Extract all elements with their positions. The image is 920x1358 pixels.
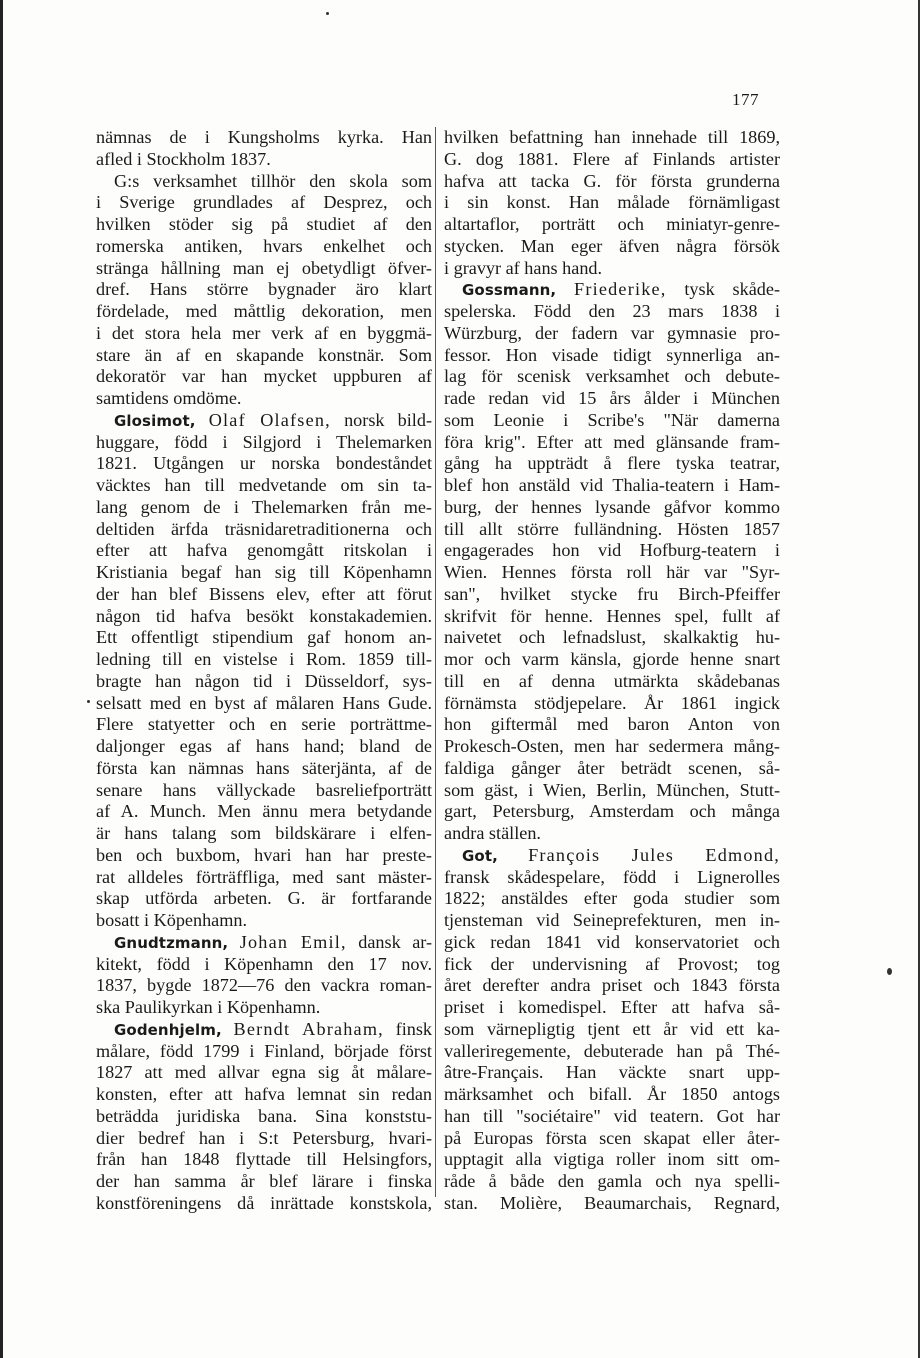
text-line	[444, 736, 780, 758]
entry-headword-line	[444, 279, 780, 301]
line-text: som Leonie i Scribe's "När damerna	[444, 409, 780, 430]
line-text: hvilken befattning han innehade till 1869,	[444, 127, 780, 147]
text-line	[96, 1106, 432, 1128]
text-line	[96, 323, 432, 345]
line-text: G:s verksamhet tillhör den skola som	[114, 170, 432, 191]
text-line	[96, 366, 432, 388]
text-line	[96, 192, 432, 214]
text-line	[96, 671, 432, 693]
text-line	[96, 910, 432, 932]
line-text: gick redan 1841 vid konservatoriet och	[444, 931, 780, 952]
text-line	[444, 453, 780, 475]
entry-given-names: Friederike,	[574, 279, 667, 300]
line-text: första kan nämnas hans säterjänta, af de	[96, 757, 432, 778]
line-text: Würzburg, der fadern var gymnasie pro-	[444, 322, 780, 343]
line-text: någon tid hafva besökt konstakademien.	[96, 605, 432, 626]
line-text: ben och buxbom, hvari han har preste-	[96, 844, 432, 865]
line-text: bragte han någon tid i Düsseldorf, sys-	[96, 670, 432, 691]
text-line	[444, 867, 780, 889]
text-line	[96, 584, 432, 606]
text-line	[444, 1062, 780, 1084]
text-line	[96, 714, 432, 736]
page-number: 177	[732, 90, 759, 109]
text-line	[444, 910, 780, 932]
text-line	[444, 301, 780, 323]
line-text: till en af denna utmärkta skådebanas	[444, 670, 780, 691]
line-text: lang genom de i Thelemarken från me-	[96, 496, 432, 517]
text-line	[96, 627, 432, 649]
line-text: i Sverige grundlades af Desprez, och	[96, 192, 432, 213]
text-line	[96, 127, 432, 149]
line-text: der han blef Bissens elev, efter att förut	[96, 583, 432, 604]
line-text: Prokesch-Osten, men har sedermera mång-	[444, 736, 780, 756]
line-text: skap utförda arbeten. G. är fortfarande	[96, 888, 432, 909]
line-text: san", hvilket stycke fru Birch-Pfeiffer	[444, 583, 780, 604]
text-line	[444, 671, 780, 693]
text-line	[96, 1062, 432, 1084]
line-text: valleriregemente, debuterade han på Thé-	[444, 1040, 780, 1061]
line-text: hvilken stöder sig på studiet af den	[96, 214, 432, 234]
line-text: dref. Hans större bygnader äro klart	[96, 279, 432, 300]
text-line	[96, 258, 432, 280]
line-text: afled i Stockholm 1837.	[96, 148, 271, 169]
line-text: Ett offentligt stipendium gaf honom an-	[96, 627, 432, 648]
speck	[326, 12, 329, 15]
line-text: stycken. Man eger äfven några försök	[444, 235, 780, 256]
text-line	[444, 562, 780, 584]
line-text: huggare, född i Silgjord i Thelemarken	[96, 431, 432, 452]
text-line	[96, 1171, 432, 1193]
line-text: Flere statyetter och en serie porträttme-	[96, 714, 432, 735]
text-line	[444, 606, 780, 628]
line-text: i gravyr af hans hand.	[444, 257, 603, 278]
text-line	[96, 149, 432, 171]
text-line	[96, 649, 432, 671]
text-line	[444, 540, 780, 562]
text-line	[96, 1084, 432, 1106]
text-line	[96, 171, 432, 193]
entry-given-names: François Jules Edmond,	[528, 844, 780, 865]
text-line	[444, 627, 780, 649]
line-text: fick der undervisning af Provost; tog	[444, 953, 780, 974]
line-text: âtre-Français. Han väckte snart upp-	[444, 1062, 780, 1083]
line-text: Wien. Hennes första roll här var "Syr-	[444, 562, 780, 582]
text-line	[444, 714, 780, 736]
line-text: ledning till en vistelse i Rom. 1859 till-	[96, 649, 432, 669]
line-text: finsk	[395, 1018, 433, 1039]
line-text: daljonger egas af hans hand; bland de	[96, 736, 432, 756]
line-text: målare, född 1799 i Finland, började först	[96, 1040, 432, 1061]
line-text: skrifvit för henne. Hennes spel, fullt af	[444, 605, 780, 626]
text-line	[444, 823, 780, 845]
line-text: stare än af en skapande konstnär. Som	[96, 344, 432, 365]
line-text: kitekt, född i Köpenhamn den 17 nov.	[96, 953, 432, 974]
text-line	[444, 997, 780, 1019]
text-line	[444, 366, 780, 388]
text-line	[96, 867, 432, 889]
text-line	[444, 1106, 780, 1128]
text-line	[96, 888, 432, 910]
text-line	[444, 1149, 780, 1171]
text-line	[96, 453, 432, 475]
text-line	[444, 171, 780, 193]
text-line	[96, 497, 432, 519]
text-line	[444, 584, 780, 606]
line-text: beträdda juridiska bana. Sina konststu-	[96, 1105, 432, 1126]
text-line	[96, 562, 432, 584]
line-text: engagerades hon vid Hofburg-teatern i	[444, 540, 780, 561]
text-line	[444, 345, 780, 367]
line-text: året derefter andra priset och 1843 första	[444, 975, 780, 996]
text-line	[444, 1171, 780, 1193]
entry-headword: Gnudtzmann,	[114, 933, 229, 952]
text-line	[96, 388, 432, 410]
entry-headword: Godenhjelm,	[114, 1020, 222, 1039]
text-line	[444, 432, 780, 454]
line-text: fördelade, med måttlig dekoration, men	[96, 301, 432, 321]
text-line	[96, 823, 432, 845]
text-line	[444, 1084, 780, 1106]
text-line	[96, 954, 432, 976]
line-text: G. dog 1881. Flere af Finlands artister	[444, 148, 780, 169]
line-text: märksamhet och bifall. År 1850 antogs	[444, 1084, 780, 1104]
text-line	[96, 1128, 432, 1150]
line-text: upptagit alla vigtiga roller inom sitt om-	[444, 1149, 780, 1170]
line-text: gång ha uppträdt å flere tyska teatrar,	[444, 453, 780, 474]
line-text: som värnepligtig tjent ett år vid ett ka-	[444, 1018, 780, 1039]
text-line	[96, 975, 432, 997]
line-text: konsten, efter att hafva lemnat sin redan	[96, 1084, 432, 1104]
line-text: hon giftermål med baron Anton von	[444, 714, 780, 735]
line-text: efter att hafva genomgått ritskolan i	[96, 540, 432, 561]
text-line	[444, 1019, 780, 1041]
line-text: norsk bild-	[344, 409, 433, 430]
line-text: af A. Munch. Men ännu mera betydande	[96, 801, 432, 822]
text-line	[444, 323, 780, 345]
entry-given-names: Johan Emil,	[239, 931, 347, 952]
line-text: blef hon anstäld vid Thalia-teatern i Ham-	[444, 475, 780, 495]
text-line	[444, 192, 780, 214]
text-line	[444, 258, 780, 280]
line-text: i det stora hela mer verk af en byggmä-	[96, 322, 432, 343]
text-line	[96, 214, 432, 236]
line-text: bosatt i Köpenhamn.	[96, 910, 248, 930]
text-line	[444, 758, 780, 780]
line-text: spelerska. Född den 23 mars 1838 i	[444, 301, 780, 321]
speck	[887, 968, 892, 975]
line-text: som gäst, i Wien, Berlin, München, Stutt-	[444, 779, 780, 800]
entry-headword-line	[96, 1019, 432, 1041]
line-text: altartaflor, porträtt och miniatyr-genre-	[444, 214, 780, 234]
text-line	[444, 1041, 780, 1063]
line-text: selsatt med en byst af målaren Hans Gude.	[96, 692, 432, 713]
text-line	[96, 345, 432, 367]
entry-given-names: Berndt Abraham,	[233, 1018, 384, 1039]
line-text: råde å både den gamla och nya spelli-	[444, 1171, 780, 1191]
text-line	[444, 519, 780, 541]
line-text: burg, der hennes lysande gåfvor kommo	[444, 496, 780, 517]
line-text: deltiden ärfda träsnidaretraditionerna och	[96, 518, 432, 539]
line-text: rade redan vid 15 års ålder i München	[444, 388, 780, 408]
text-line	[96, 845, 432, 867]
line-text: Kristiania begaf han sig till Köpenhamn	[96, 562, 432, 582]
line-text: naivetet och lefnadslust, skalkaktig hu-	[444, 627, 780, 648]
line-text: i sin konst. Han målade förnämligast	[444, 192, 780, 213]
line-text: stränga hållning man ej obetydligt öfver-	[96, 257, 432, 278]
line-text: väcktes han till medvetande om sin ta-	[96, 475, 432, 495]
text-line	[96, 236, 432, 258]
line-text: på Europas första scen skapat eller åter-	[444, 1127, 780, 1148]
line-text: hafva att tacka G. för första grunderna	[444, 170, 780, 191]
entry-headword-line	[96, 932, 432, 954]
text-line	[96, 279, 432, 301]
line-text: konstföreningens då inrättade konstskola,	[96, 1192, 432, 1213]
text-line	[444, 649, 780, 671]
line-text: från han 1848 flyttade till Helsingfors,	[96, 1149, 432, 1170]
line-text: föra krig". Efter att med glänsande fram-	[444, 431, 780, 452]
text-line	[444, 127, 780, 149]
text-line	[96, 801, 432, 823]
text-line	[96, 301, 432, 323]
line-text: samtidens omdöme.	[96, 388, 242, 408]
line-text: han till "sociétaire" vid teatern. Got har	[444, 1105, 780, 1126]
line-text: nämnas de i Kungsholms kyrka. Han	[96, 127, 432, 147]
text-line	[96, 780, 432, 802]
line-text: fransk skådespelare, född i Lignerolles	[444, 866, 780, 887]
text-line	[96, 540, 432, 562]
column-divider	[435, 127, 436, 1197]
text-line	[444, 236, 780, 258]
entry-headword: Glosimot,	[114, 411, 196, 430]
text-line	[96, 1149, 432, 1171]
text-line	[444, 932, 780, 954]
entry-headword-line	[444, 845, 780, 867]
line-text: dier bedref han i S:t Petersburg, hvari-	[96, 1127, 432, 1148]
text-line	[96, 997, 432, 1019]
line-text: 1822; anstäldes efter goda studier som	[444, 888, 780, 909]
text-line	[96, 432, 432, 454]
text-line	[96, 1193, 432, 1215]
line-text: andra ställen.	[444, 823, 541, 843]
right-column	[444, 127, 780, 1215]
line-text: faldiga gånger åter beträdt scenen, så-	[444, 757, 780, 778]
text-line	[96, 736, 432, 758]
text-line	[444, 475, 780, 497]
text-line	[444, 1193, 780, 1215]
line-text: lag för scenisk verksamhet och debute-	[444, 366, 780, 387]
speck	[87, 700, 90, 703]
text-line	[444, 801, 780, 823]
entry-headword-line	[96, 410, 432, 432]
text-line	[444, 388, 780, 410]
text-line	[444, 497, 780, 519]
line-text: stan. Molière, Beaumarchais, Regnard,	[444, 1192, 780, 1213]
line-text: fessor. Hon visade tidigt synnerliga an-	[444, 344, 780, 365]
entry-headword: Gossmann,	[462, 281, 557, 300]
text-line	[444, 975, 780, 997]
text-line	[444, 780, 780, 802]
text-line	[444, 1128, 780, 1150]
text-line	[444, 954, 780, 976]
line-text: förnämsta stödjepelare. År 1861 ingick	[444, 692, 780, 713]
line-text: priset i komedispel. Efter att hafva så-	[444, 997, 780, 1017]
line-text: rat alldeles förträffliga, med sant mäster-	[96, 866, 432, 887]
line-text: 1837, bygde 1872—76 den vackra roman-	[96, 975, 432, 996]
text-line	[96, 693, 432, 715]
text-line	[96, 606, 432, 628]
line-text: romerska antiken, hvars enkelhet och	[96, 235, 432, 256]
line-text: 1821. Utgången ur norska bondeståndet	[96, 453, 432, 474]
text-line	[96, 475, 432, 497]
line-text: senare hans vällyckade basreliefporträtt	[96, 779, 432, 800]
line-text: dekoratör var han mycket uppburen af	[96, 366, 432, 387]
line-text: mor och varm känsla, gjorde henne snart	[444, 649, 780, 669]
line-text: dansk ar-	[358, 931, 433, 952]
line-text: tysk skåde-	[684, 279, 780, 300]
text-line	[444, 149, 780, 171]
text-line	[444, 214, 780, 236]
entry-given-names: Olaf Olafsen,	[208, 409, 331, 430]
left-column	[96, 127, 432, 1215]
line-text: 1827 att med allvar egna sig åt målare-	[96, 1062, 432, 1083]
text-line	[444, 888, 780, 910]
text-line	[444, 410, 780, 432]
text-line	[96, 519, 432, 541]
entry-headword: Got,	[462, 846, 498, 865]
line-text: är hans talang som bildskärare i elfen-	[96, 823, 432, 843]
line-text: der han samma år blef lärare i finska	[96, 1171, 432, 1191]
line-text: gart, Petersburg, Amsterdam och många	[444, 801, 780, 822]
text-line	[444, 693, 780, 715]
line-text: tjensteman vid Seineprefekturen, men in-	[444, 910, 780, 930]
line-text: ska Paulikyrkan i Köpenhamn.	[96, 997, 321, 1017]
text-line	[96, 1041, 432, 1063]
text-line	[96, 758, 432, 780]
line-text: till allt större fulländning. Hösten 1857	[444, 518, 780, 539]
